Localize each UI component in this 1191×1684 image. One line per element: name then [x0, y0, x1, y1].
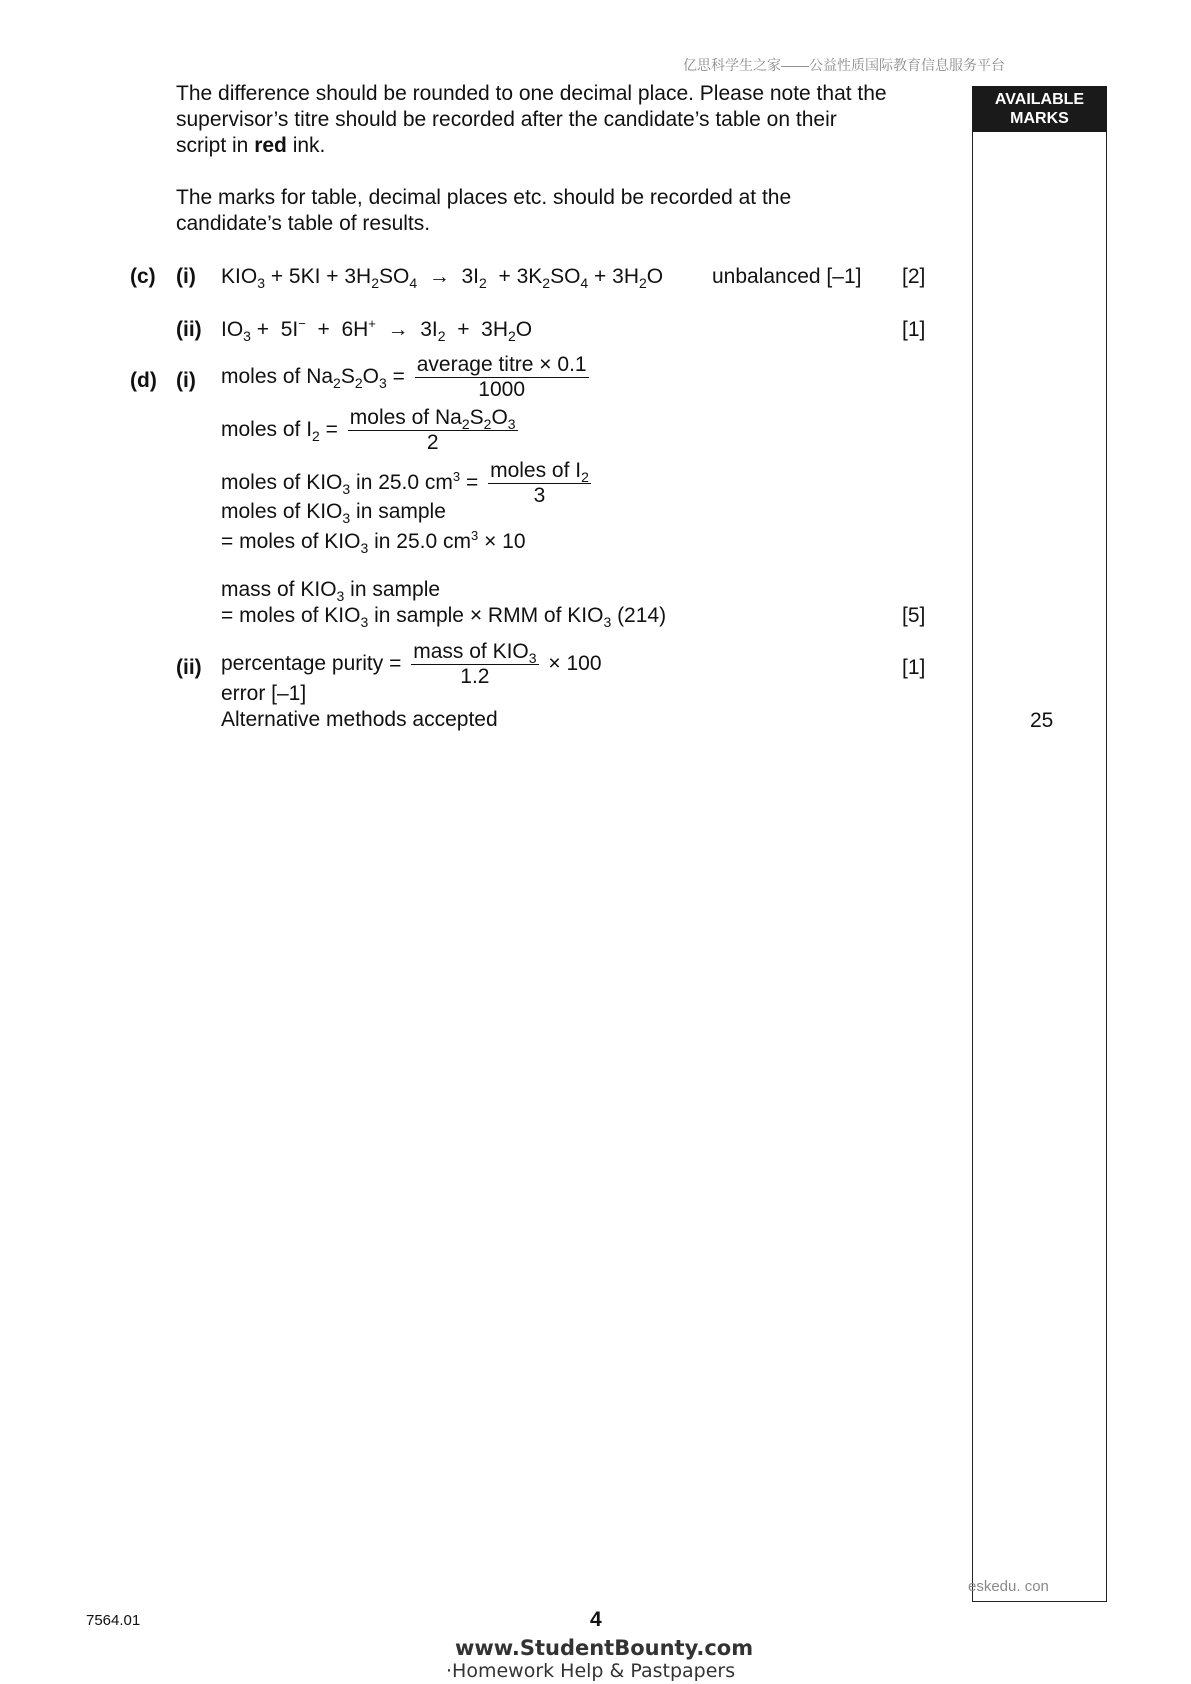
part-c-ii-equation: $IO_3 + 5I^- + 6H^+ \to 3I_2 + 3H_2O$: [221, 316, 533, 344]
intro-line-5: candidate’s table of results.: [176, 212, 431, 235]
d-ii-times: × 100: [548, 652, 602, 676]
d-i-fraction-2: [348, 406, 518, 455]
part-c-i-mark: [2]: [902, 265, 926, 288]
header-watermark: 亿思科学生之家——公益性质国际教育信息服务平台: [683, 57, 1005, 73]
intro-line-4: The marks for table, decimal places etc. should be recorded at the: [176, 186, 792, 209]
d-i-fraction-1-numerator: average titre × 0.1: [416, 353, 587, 376]
d-i-fraction-3: [488, 459, 591, 508]
part-c-i-equation: $KIO_3 + 5KI + 3H_2SO_4 \to 3I_2 + 3K_2SO_4 + 3H_2O$: [221, 265, 664, 291]
part-c-i-note: unbalanced [–1]: [712, 265, 862, 288]
marks-column-header: [972, 86, 1107, 132]
marks-header-line2: MARKS: [1010, 110, 1069, 127]
part-d-ii-mark: [1]: [902, 656, 926, 679]
intro-red-word: red: [254, 134, 287, 157]
part-c-i-label: (i): [176, 265, 196, 288]
marks-header-line1: AVAILABLE: [994, 91, 1085, 108]
part-d-label: (d): [130, 369, 157, 392]
part-d-i-mark: [5]: [902, 604, 926, 627]
d-ii-alternative: Alternative methods accepted: [221, 708, 498, 731]
intro-line-3-post: ink.: [286, 134, 326, 157]
d-i-line-mass-equation: = moles of $KIO_3$ in sample × RMM of $KIO_3$ (214): [221, 604, 667, 630]
d-i-line-moles-thiosulfate: moles of $Na_2S_2O_3$ = $\frac{\text{average titre × 0.1}}{1000}$: [221, 353, 587, 401]
page-number: 4: [590, 1608, 602, 1631]
d-i-line-moles-iodine: moles of $I_2$ = $\frac{moles of Na_2S_2O_3}{2}$: [221, 406, 516, 454]
d-ii-fraction: [411, 640, 538, 689]
studentbounty-url[interactable]: www.StudentBounty.com: [455, 1636, 754, 1660]
d-i-fraction-1-denominator: 1000: [478, 378, 526, 401]
d-i-line-moles-kio3-aliquot: moles of $KIO_3$ in 25.0 $cm^3$ = $\frac{moles of I_2}{3}$: [221, 459, 589, 507]
part-c-ii-label: (ii): [176, 318, 202, 341]
marks-column: [972, 86, 1107, 1602]
d-i-fraction-3-denominator: 3: [533, 484, 546, 507]
intro-line-1: The difference should be rounded to one decimal place. Please note that the: [176, 82, 887, 105]
part-c-ii-mark: [1]: [902, 318, 926, 341]
intro-line-3-pre: script in: [176, 134, 255, 157]
d-i-line-moles-kio3-equation: = moles of $KIO_3$ in 25.0 $cm^3 \times 10$: [221, 528, 526, 556]
d-ii-fraction-numerator: mass of $KIO_3$: [413, 640, 537, 666]
marks-total: 25: [1030, 709, 1054, 732]
part-d-i-label: (i): [176, 369, 196, 392]
d-i-fraction-2-numerator: moles of $Na_2S_2O_3$: [349, 406, 516, 432]
d-i-line-mass-kio3: mass of $KIO_3$ in sample: [221, 578, 441, 604]
part-d-ii-label: (ii): [176, 656, 202, 679]
paper-code: 7564.01: [86, 1612, 141, 1629]
d-ii-error: error [–1]: [221, 682, 307, 705]
intro-line-3: [176, 133, 325, 159]
d-ii-fraction-denominator: 1.2: [460, 665, 490, 688]
site-watermark: eskedu. con: [968, 1578, 1049, 1595]
intro-line-2: supervisor’s titre should be recorded after the candidate’s table on their: [176, 108, 837, 131]
d-i-fraction-2-denominator: 2: [426, 431, 439, 454]
studentbounty-tagline: ·Homework Help & Pastpapers: [446, 1660, 736, 1682]
d-i-fraction-1: [415, 353, 589, 402]
d-i-line-moles-kio3-sample: moles of $KIO_3$ in sample: [221, 500, 446, 526]
part-c-label: (c): [130, 265, 156, 288]
d-ii-lhs: percentage purity =: [221, 652, 402, 676]
d-i-fraction-3-numerator: moles of $I_2$: [490, 459, 589, 485]
